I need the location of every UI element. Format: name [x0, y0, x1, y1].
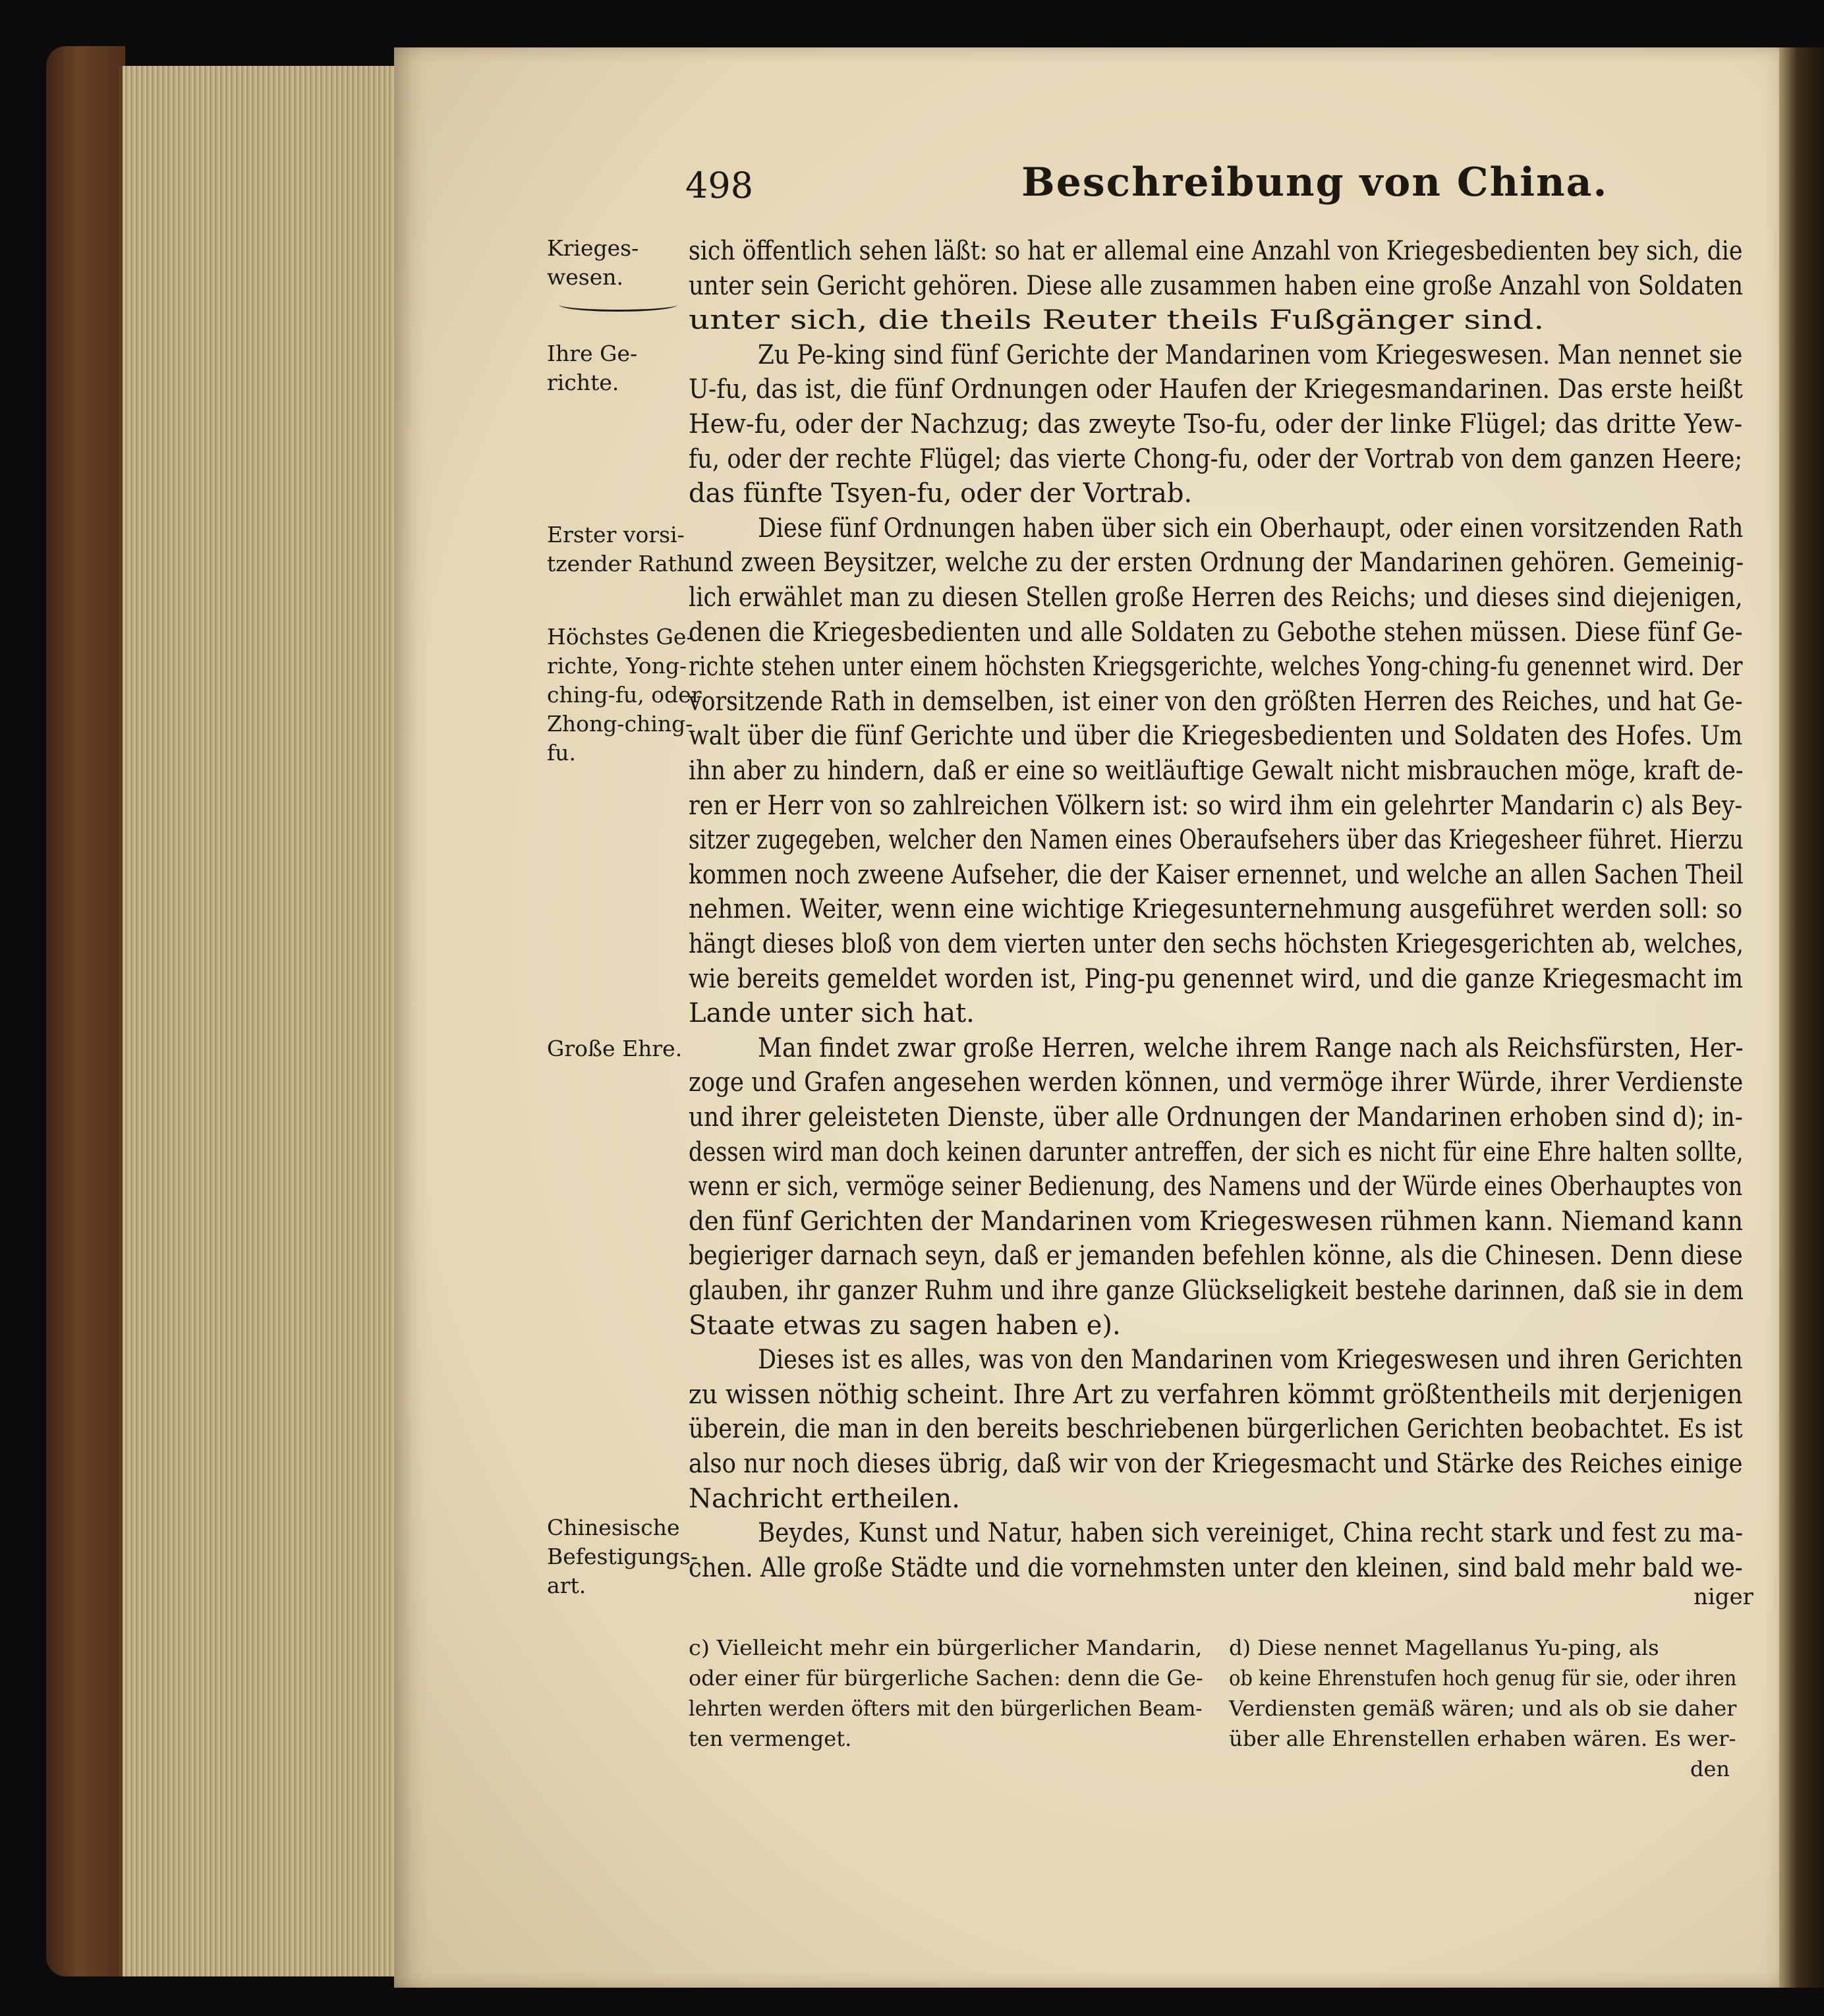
- footnote-line: ob keine Ehrenstufen hoch genug für sie, oder ihren: [1229, 1666, 1737, 1691]
- body-line: [689, 962, 1743, 996]
- margin-note: [547, 1513, 698, 1600]
- margin-note-line: wesen.: [547, 264, 623, 290]
- footnote-line: über alle Ehrenstellen erhaben wären. Es wer-: [1229, 1726, 1736, 1751]
- body-line: [689, 372, 1743, 406]
- running-head: Beschreibung von China.: [1021, 159, 1609, 206]
- body-line-text: denen die Kriegesbedienten und alle Soldaten zu Gebothe stehen müssen. Diese fünf Ge-: [689, 617, 1743, 648]
- body-line: [689, 789, 1743, 823]
- body-line-text: also nur noch dieses übrig, daß wir von der Kriegesmacht und Stärke des Reiches einige: [689, 1449, 1743, 1479]
- body-line-text: nehmen. Weiter, wenn eine wichtige Kriegesunternehmung ausgeführet werden soll: so: [689, 894, 1743, 925]
- body-line-text: dessen wird man doch keinen darunter antreffen, der sich es nicht für eine Ehre halten sollte,: [689, 1136, 1744, 1167]
- body-line: [758, 1031, 1743, 1065]
- body-line: [689, 1482, 1743, 1516]
- margin-note-line: Befestigungs-: [547, 1544, 698, 1569]
- body-line: [689, 823, 1743, 857]
- body-line-text: überein, die man in den bereits beschriebenen bürgerlichen Gerichten beobachtet. Es ist: [689, 1414, 1743, 1445]
- body-line-text: wenn er sich, vermöge seiner Bedienung, des Namens und der Würde eines Oberhauptes von: [689, 1171, 1743, 1202]
- body-line: [689, 1447, 1743, 1481]
- body-line-text: Nachricht ertheilen.: [689, 1483, 960, 1514]
- body-line: [689, 1308, 1743, 1343]
- margin-note-line: Chinesische: [547, 1515, 680, 1540]
- body-line: [689, 685, 1743, 719]
- body-line-text: sich öffentlich sehen läßt: so hat er allemal eine Anzahl von Kriegesbedienten bey sich, die: [689, 236, 1743, 266]
- body-line-text: ihn aber zu hindern, daß er eine so weitläuftige Gewalt nicht misbrauchen möge, kraft de-: [689, 756, 1744, 786]
- body-line: [689, 303, 1743, 337]
- body-line-text: lich erwählet man zu diesen Stellen große Herren des Reichs; und dieses sind diejenigen,: [689, 582, 1743, 613]
- body-line-text: fu, oder der rechte Flügel; das vierte Chong-fu, oder der Vortrab von dem ganzen Heere;: [689, 443, 1743, 474]
- body-line: [689, 546, 1743, 580]
- footnote-line: oder einer für bürgerliche Sachen: denn die Ge-: [689, 1666, 1203, 1691]
- body-line: [689, 858, 1743, 892]
- body-line-text: walt über die fünf Gerichte und über die Kriegesbedienten und Soldaten des Hofes. Um: [689, 721, 1743, 752]
- page-block-edge: [119, 66, 402, 1976]
- margin-note: [547, 234, 685, 292]
- body-line-text: U-fu, das ist, die fünf Ordnungen oder Haufen der Kriegesmandarinen. Das erste heißt: [689, 374, 1743, 405]
- body-line: [689, 650, 1743, 684]
- body-line-text: und ihrer geleisteten Dienste, über alle Ordnungen der Mandarinen erhoben sind d); in-: [689, 1102, 1743, 1133]
- body-line-text: kommen noch zweene Aufseher, die der Kaiser ernennet, und welche an allen Sachen Theil: [689, 859, 1744, 890]
- body-line-text: Zu Pe-king sind fünf Gerichte der Mandarinen vom Kriegeswesen. Man nennet sie: [758, 339, 1743, 370]
- body-line: [689, 1412, 1743, 1446]
- margin-note-line: richte, Yong-: [547, 653, 687, 679]
- body-line-text: Beydes, Kunst und Natur, haben sich vereiniget, China recht stark und fest zu ma-: [758, 1518, 1744, 1549]
- margin-note-line: ching-fu, oder: [547, 682, 702, 708]
- margin-note-line: Krieges-: [547, 235, 639, 261]
- catchword: niger: [1694, 1584, 1753, 1610]
- leather-binding: [46, 46, 125, 1976]
- body-line: [689, 719, 1743, 753]
- next-page-gutter: [1779, 47, 1824, 1988]
- margin-brace: [559, 298, 677, 312]
- body-line-text: Hew-fu, oder der Nachzug; das zweyte Tso-fu, oder der linke Flügel; das dritte Yew-: [689, 409, 1743, 439]
- body-line: [689, 1065, 1743, 1100]
- body-line: [758, 1516, 1743, 1550]
- body-line: [689, 1274, 1743, 1308]
- body-line-text: richte stehen unter einem höchsten Kriegsgerichte, welches Yong-ching-fu genennet wird. Der: [689, 652, 1743, 683]
- footnote-line: c) Vielleicht mehr ein bürgerlicher Mandarin,: [689, 1635, 1203, 1660]
- body-line-text: begieriger darnach seyn, daß er jemanden befehlen könne, als die Chinesen. Denn diese: [689, 1241, 1743, 1272]
- body-line-text: glauben, ihr ganzer Ruhm und ihre ganze Glückseligkeit bestehe darinnen, daß sie in dem: [689, 1275, 1744, 1306]
- body-line-text: Dieses ist es alles, was von den Mandarinen vom Kriegeswesen und ihren Gerichten: [758, 1345, 1743, 1376]
- body-line-text: ren er Herr von so zahlreichen Völkern ist: so wird ihm ein gelehrter Mandarin c) als Bey-: [689, 790, 1743, 821]
- margin-note: [547, 520, 698, 578]
- footnote-line: d) Diese nennet Magellanus Yu-ping, als: [1229, 1635, 1659, 1660]
- body-line-text: Man findet zwar große Herren, welche ihrem Range nach als Reichsfürsten, Her-: [758, 1032, 1744, 1063]
- body-line-text: zoge und Grafen angesehen werden können, und vermöge ihrer Würde, ihrer Verdienste: [689, 1067, 1744, 1098]
- body-line: [689, 234, 1743, 268]
- body-line: [689, 1239, 1743, 1273]
- page-number: 498: [685, 165, 754, 206]
- body-line: [689, 754, 1743, 788]
- body-line: [689, 892, 1743, 926]
- footnote-line: den: [1690, 1756, 1730, 1781]
- body-line-text: wie bereits gemeldet worden ist, Ping-pu genennet wird, und die ganze Kriegesmacht im: [689, 963, 1743, 994]
- body-line-text: unter sein Gericht gehören. Diese alle zusammen haben eine große Anzahl von Soldaten: [689, 270, 1744, 301]
- body-line: [689, 407, 1743, 441]
- margin-note-line: Große Ehre.: [547, 1036, 683, 1061]
- body-line-text: sitzer zugegeben, welcher den Namen eines Oberaufsehers über das Kriegesheer führet. Hierzu: [689, 825, 1744, 856]
- body-line-text: Lande unter sich hat.: [689, 998, 975, 1029]
- margin-note: [547, 623, 702, 768]
- margin-note-line: tzender Rath.: [547, 551, 698, 576]
- body-line-text: Staate etwas zu sagen haben e).: [689, 1310, 1121, 1341]
- body-line: [758, 511, 1743, 546]
- margin-note: [547, 339, 685, 397]
- body-line-text: und zween Beysitzer, welche zu der ersten Ordnung der Mandarinen gehören. Gemeinig-: [689, 547, 1744, 578]
- body-line-text: Diese fünf Ordnungen haben über sich ein Oberhaupt, oder einen vorsitzenden Rath: [758, 513, 1744, 544]
- footnote-line: Verdiensten gemäß wären; und als ob sie daher: [1229, 1696, 1737, 1721]
- body-line-text: chen. Alle große Städte und die vornehmsten unter den kleinen, sind bald mehr bald we-: [689, 1552, 1743, 1583]
- body-line: [758, 338, 1743, 372]
- margin-note-line: Ihre Ge-: [547, 341, 638, 366]
- margin-note-line: richte.: [547, 370, 619, 395]
- body-line-text: unter sich, die theils Reuter theils Fußgänger sind.: [689, 305, 1545, 336]
- body-line-text: den fünf Gerichten der Mandarinen vom Kriegeswesen rühmen kann. Niemand kann: [689, 1206, 1744, 1237]
- body-line-text: zu wissen nöthig scheint. Ihre Art zu verfahren kömmt größtentheils mit derjenigen: [689, 1379, 1743, 1410]
- body-line: [689, 927, 1743, 961]
- margin-note-line: art.: [547, 1573, 586, 1598]
- body-line: [689, 476, 1743, 511]
- margin-note-line: Erster vorsi-: [547, 522, 685, 547]
- margin-note-line: Höchstes Ge-: [547, 624, 694, 650]
- footnote-line: lehrten werden öfters mit den bürgerlichen Beam-: [689, 1696, 1203, 1721]
- body-line-text: vorsitzende Rath in demselben, ist einer von den größten Herren des Reiches, und hat Ge-: [689, 686, 1743, 717]
- body-line-text: hängt dieses bloß von dem vierten unter den sechs höchsten Kriegesgerichten ab, welches,: [689, 929, 1744, 959]
- body-line: [689, 580, 1743, 615]
- body-line: [689, 269, 1743, 303]
- footnote-line: ten vermenget.: [689, 1726, 852, 1751]
- body-line: [689, 1378, 1743, 1412]
- body-line: [689, 996, 1743, 1030]
- margin-note: [547, 1034, 685, 1063]
- body-line: [689, 1204, 1743, 1239]
- body-line: [689, 1100, 1743, 1134]
- margin-note-line: fu.: [547, 740, 576, 766]
- margin-note-line: Zhong-ching-: [547, 711, 693, 737]
- body-line: [689, 442, 1743, 476]
- body-line-text: das fünfte Tsyen-fu, oder der Vortrab.: [689, 478, 1193, 509]
- body-line: [758, 1343, 1743, 1377]
- body-line: [689, 615, 1743, 650]
- body-line: [689, 1551, 1743, 1585]
- body-line: [689, 1135, 1743, 1169]
- body-line: [689, 1169, 1743, 1204]
